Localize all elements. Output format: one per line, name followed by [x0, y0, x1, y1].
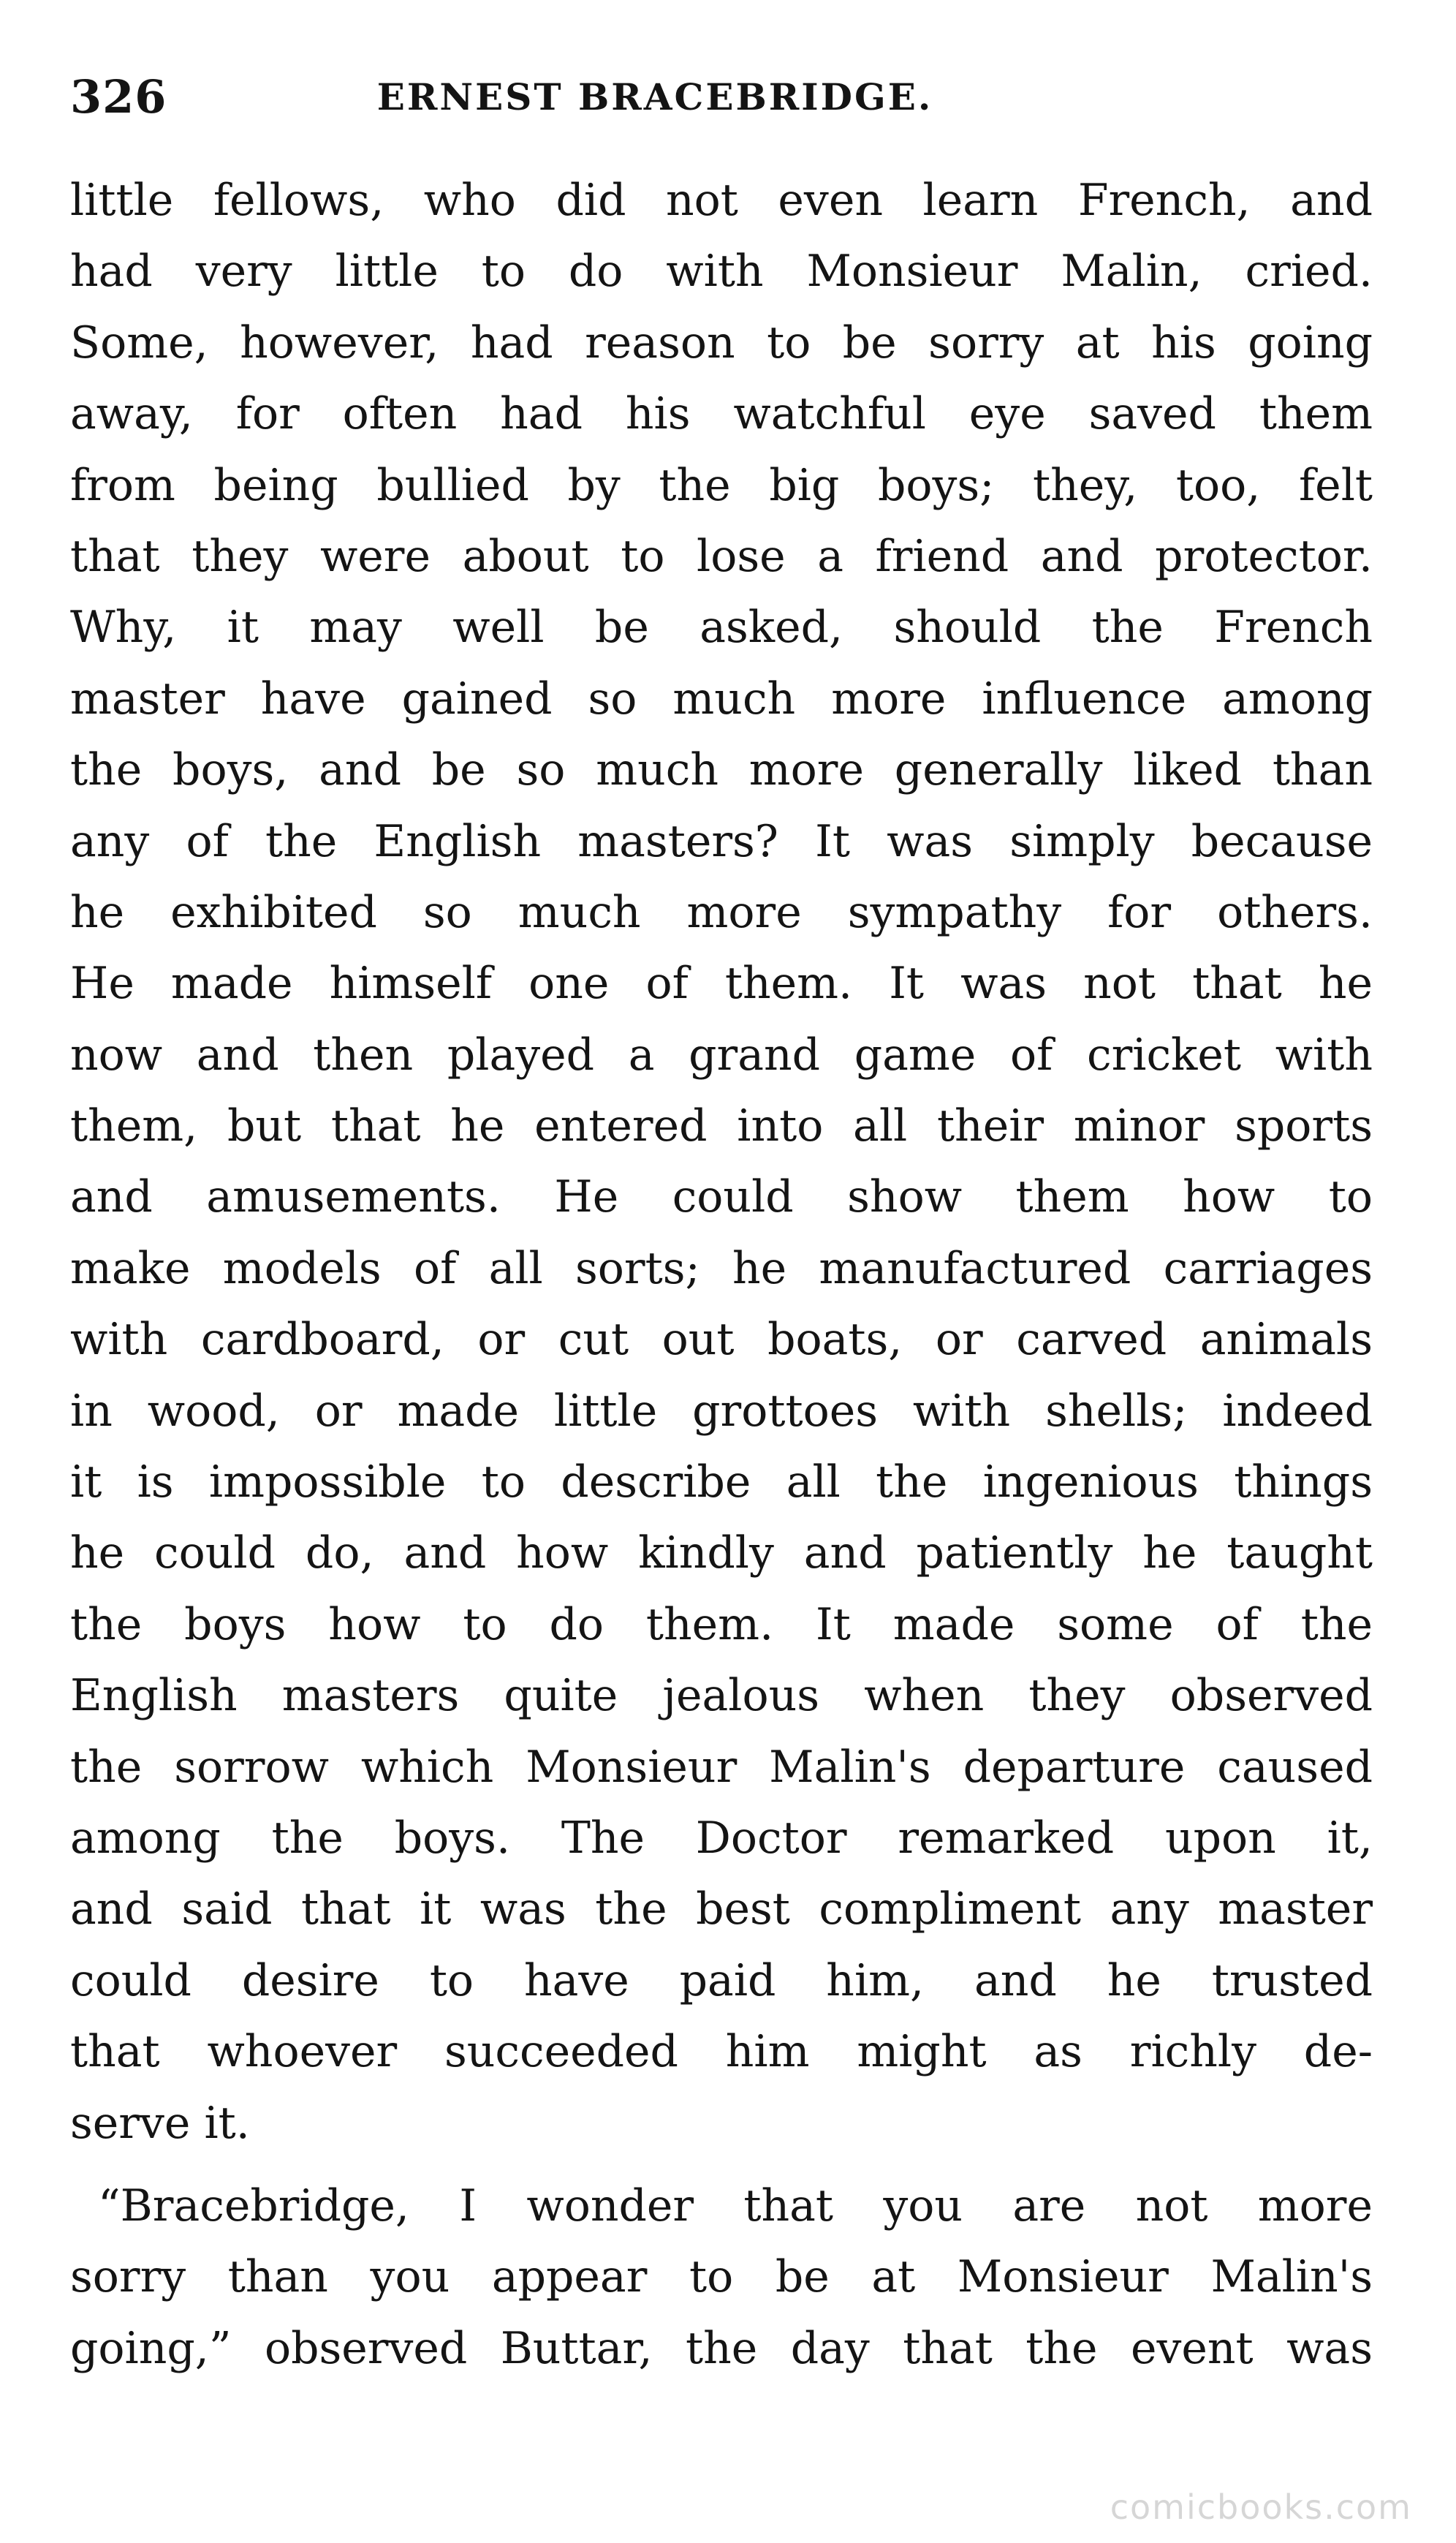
- text-line: the boys how to do them. It made some of the: [70, 1598, 1373, 1650]
- paragraph: [70, 2171, 1373, 2384]
- paragraph-gap: [70, 2159, 1373, 2171]
- text-line: he exhibited so much more sympathy for others.: [70, 886, 1373, 938]
- text-line: could desire to have paid him, and he trusted: [70, 1954, 1373, 2006]
- text-line: and amusements. He could show them how to: [70, 1171, 1373, 1223]
- text-line: had very little to do with Monsieur Malin, cried.: [70, 246, 1373, 298]
- text-line: master have gained so much more influence among: [70, 673, 1373, 725]
- text-line: with cardboard, or cut out boats, or carved animals: [70, 1314, 1373, 1366]
- text-line: in wood, or made little grottoes with shells; indeed: [70, 1385, 1373, 1437]
- page-number: 326: [70, 70, 167, 124]
- page-header: [70, 64, 1373, 130]
- text-line: the boys, and be so much more generally liked than: [70, 744, 1373, 796]
- text-line: “Bracebridge, I wonder that you are not more: [98, 2180, 1373, 2232]
- text-line: that they were about to lose a friend and protector.: [70, 530, 1373, 582]
- text-line: Some, however, had reason to be sorry at his going: [70, 317, 1373, 369]
- text-line: make models of all sorts; he manufactured carriages: [70, 1242, 1373, 1294]
- watermark: comicbooks.com: [1110, 2487, 1412, 2527]
- text-line: from being bullied by the big boys; they, too, felt: [70, 459, 1373, 511]
- text-line: and said that it was the best compliment any master: [70, 1883, 1373, 1935]
- text-line: the sorrow which Monsieur Malin's departure caused: [70, 1741, 1373, 1793]
- text-line: Why, it may well be asked, should the French: [70, 602, 1373, 654]
- text-line: he could do, and how kindly and patiently he taught: [70, 1527, 1373, 1579]
- paragraph: [70, 165, 1373, 2159]
- text-line: He made himself one of them. It was not that he: [70, 958, 1373, 1010]
- body-text: [70, 165, 1373, 2384]
- text-line: going,” observed Buttar, the day that the event was: [70, 2322, 1373, 2374]
- text-line: little fellows, who did not even learn French, and: [70, 175, 1373, 226]
- text-line: now and then played a grand game of cricket with: [70, 1029, 1373, 1081]
- text-line: among the boys. The Doctor remarked upon it,: [70, 1812, 1373, 1864]
- text-line: English masters quite jealous when they observed: [70, 1670, 1373, 1722]
- text-line: away, for often had his watchful eye saved them: [70, 388, 1373, 440]
- text-line: them, but that he entered into all their minor sports: [70, 1100, 1373, 1152]
- text-line: serve it.: [70, 2097, 250, 2149]
- text-line: any of the English masters? It was simply because: [70, 815, 1373, 867]
- running-head: ERNEST BRACEBRIDGE.: [376, 75, 933, 118]
- text-line: that whoever succeeded him might as richly de-: [70, 2026, 1373, 2078]
- text-line: it is impossible to describe all the ingenious things: [70, 1456, 1373, 1508]
- text-line: sorry than you appear to be at Monsieur Malin's: [70, 2251, 1373, 2303]
